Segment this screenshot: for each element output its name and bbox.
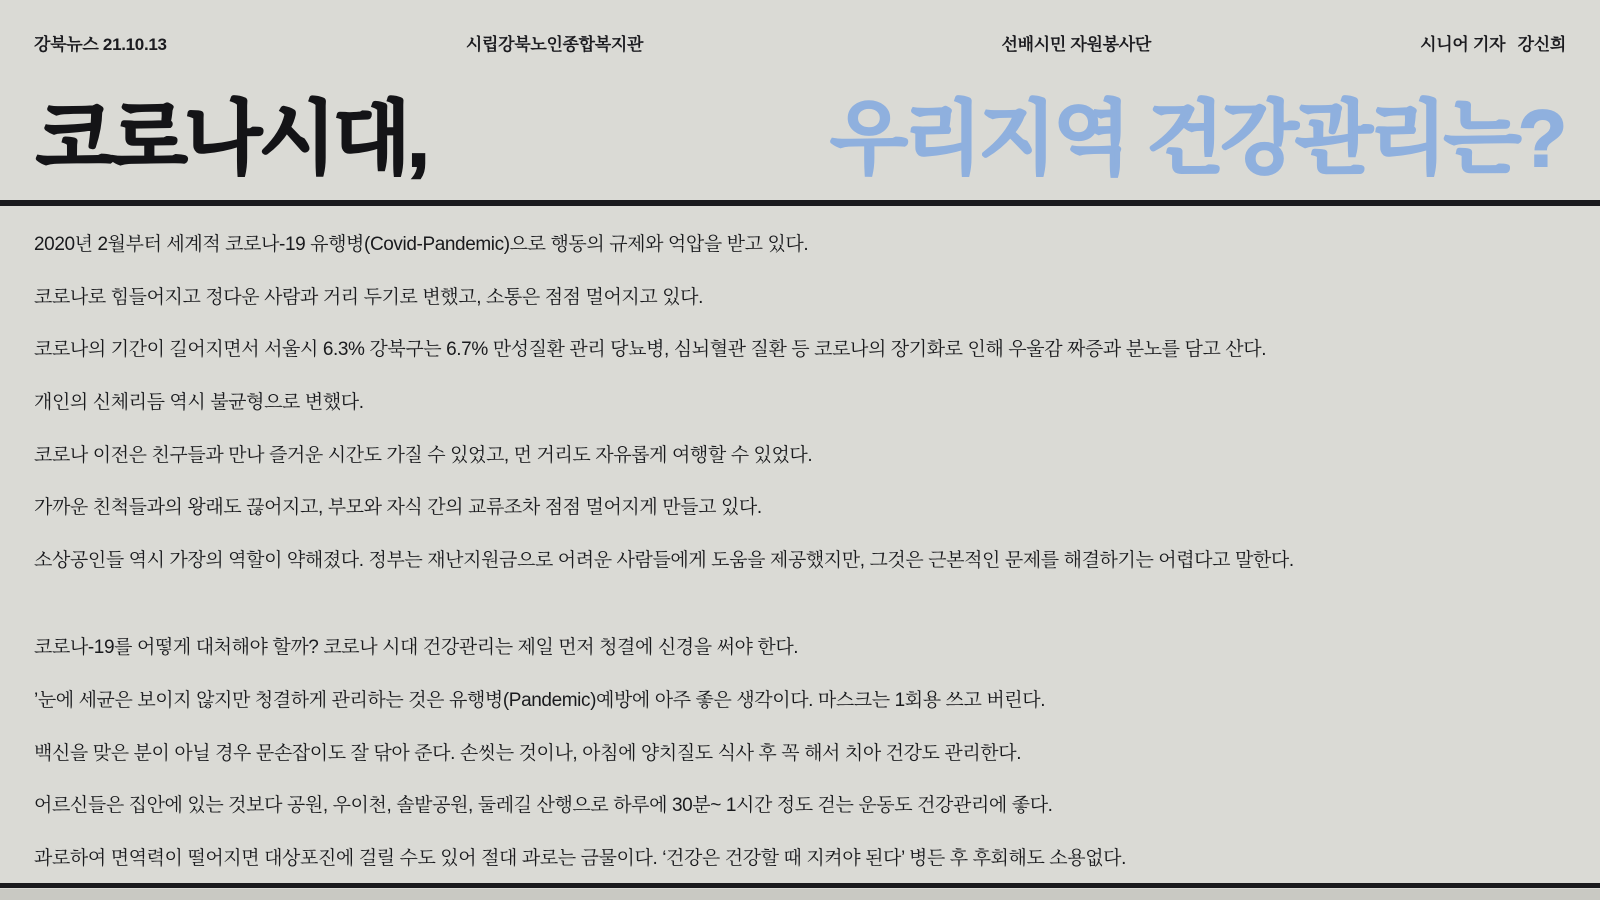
masthead-org-volunteer-corps: 선배시민 자원봉사단 <box>1001 34 1151 54</box>
paragraph: 코로나로 힘들어지고 정다운 사람과 거리 두기로 변했고, 소통은 점점 멀어지고 있다. <box>34 286 703 308</box>
footer-rule-thick <box>0 883 1600 888</box>
paragraph: 코로나 이전은 친구들과 만나 즐거운 시간도 가질 수 있었고, 먼 거리도 자유롭게 여행할 수 있었다. <box>34 444 813 466</box>
page-title <box>36 94 1564 183</box>
masthead <box>0 0 1600 84</box>
paragraph: 가까운 친척들과의 왕래도 끊어지고, 부모와 자식 간의 교류조차 점점 멀어지게 만들고 있다. <box>34 497 762 519</box>
byline-role: 시니어 기자 <box>1420 34 1506 54</box>
paragraph: 2020년 2월부터 세계적 코로나-19 유행병(Covid-Pandemic)으로 행동의 규제와 억압을 받고 있다. <box>34 234 809 255</box>
paragraph: 소상공인들 역시 가장의 역할이 약해졌다. 정부는 재난지원금으로 어려운 사람들에게 도움을 제공했지만, 그것은 근본적인 문제를 해결하기는 어렵다고 말한다. <box>34 549 1294 571</box>
headline-part-accent: 우리지역 건강관리는? <box>830 94 1564 183</box>
footer-rule-thin <box>0 889 1600 900</box>
article-body <box>0 206 1600 900</box>
masthead-byline <box>1420 30 1566 55</box>
paragraph: 코로나-19를 어떻게 대처해야 할까? 코로나 시대 건강관리는 제일 먼저 청결에 신경을 써야 한다. <box>34 637 799 659</box>
masthead-org-welfare-center: 시립강북노인종합복지관 <box>465 34 644 54</box>
paragraph: 코로나의 기간이 길어지면서 서울시 6.3% 강북구는 6.7% 만성질환 관리 당뇨병, 심뇌혈관 질환 등 코로나의 장기화로 인해 우울감 짜증과 분노를 담고 산다. <box>34 339 1267 361</box>
headline-band <box>0 84 1600 206</box>
paragraph: 개인의 신체리듬 역시 불균형으로 변했다. <box>34 391 364 413</box>
footer-rules <box>0 878 1600 900</box>
paragraph: 백신을 맞은 분이 아닐 경우 문손잡이도 잘 닦아 준다. 손씻는 것이나, 아침에 양치질도 식사 후 꼭 해서 치아 건강도 관리한다. <box>34 742 1022 764</box>
headline-part-dark: 코로나시대, <box>36 94 427 183</box>
paragraph: 과로하여 면역력이 떨어지면 대상포진에 걸릴 수도 있어 절대 과로는 금물이다. ‘건강은 건강할 때 지켜야 된다’ 병든 후 후회해도 소용없다. <box>34 848 1126 870</box>
paragraph: 어르신들은 집안에 있는 것보다 공원, 우이천, 솔밭공원, 둘레길 산행으로 하루에 30분~ 1시간 정도 걷는 운동도 건강관리에 좋다. <box>34 795 1053 817</box>
byline-name: 강신희 <box>1517 34 1567 54</box>
masthead-source: 강북뉴스 21.10.13 <box>34 34 167 54</box>
paragraph: ’눈에 세균은 보이지 않지만 청결하게 관리하는 것은 유행병(Pandemic)예방에 아주 좋은 생각이다. 마스크는 1회용 쓰고 버린다. <box>34 690 1046 712</box>
